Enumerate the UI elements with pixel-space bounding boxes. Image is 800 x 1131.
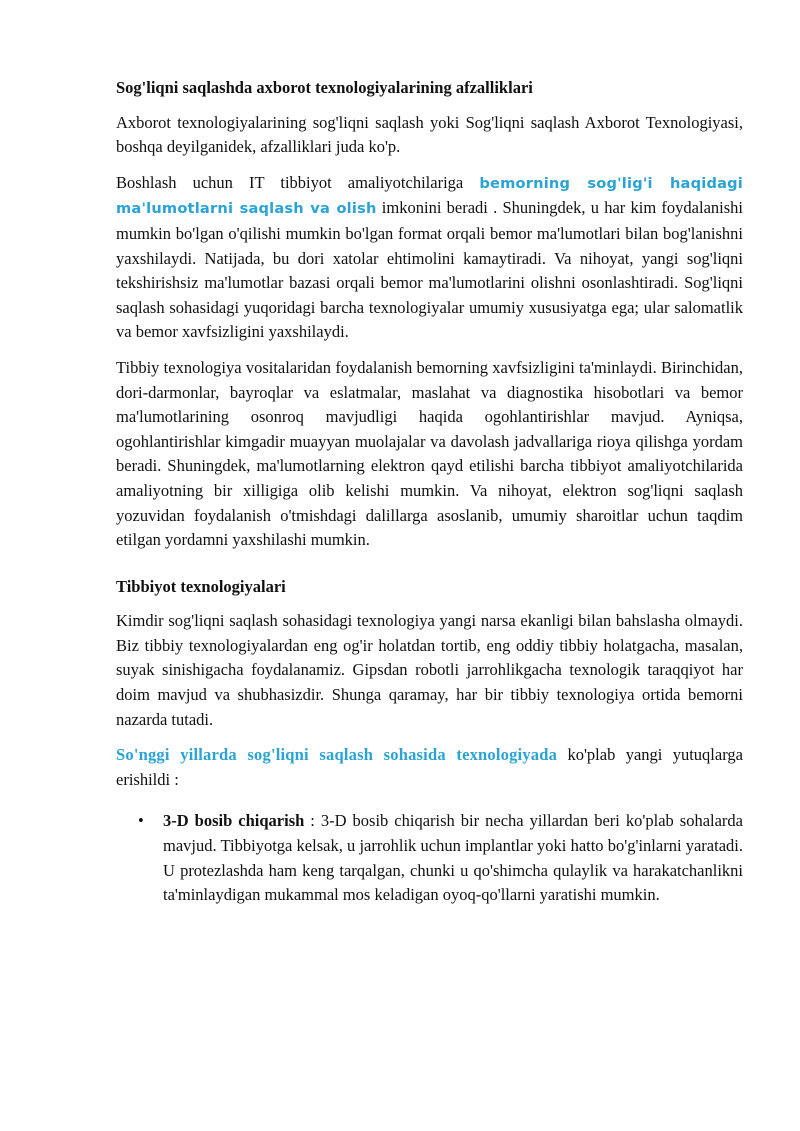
paragraph-patient-safety: Tibbiy texnologiya vositalaridan foydalanish bemorning xavfsizligini ta'minlaydi. Birinchidan, dori-darmonlar, bayroqlar va eslatmalar, maslahat va diagnostika hisobotlari va bemor ma'lumotlarining osonroq mavjudligi haqida ogohlantirishlar mavjud. Ayniqsa, ogohlantirishlar kimgadir muayyan muolajalar va davolash jadvallariga rioya qilishga yordam beradi. Shuningdek, ma'lumotlarning elektron qayd etilishi barcha tibbiyot amaliyotchilarida amaliyotning bir xilligiga olib kelishi mumkin. Va nihoyat, elektron sog'liqni saqlash yozuvidan foydalanish o'tmishdagi dalillarga asoslanib, umumiy sharoitlar uchun taqdim etilgan yordamni yaxshilashi mumkin. bbox=[116, 357, 743, 550]
intro-paragraph: Axborot texnologiyalarining sog'liqni saqlash yoki Sog'liqni saqlash Axborot Texnologiyasi, boshqa deyilganidek, afzalliklari juda ko'p. bbox=[116, 112, 743, 157]
document-page bbox=[116, 72, 743, 908]
paragraph-text: ko'plab yangi yutuqlarga erishildi : bbox=[116, 745, 743, 789]
list-item-term: 3-D bosib chiqarish bbox=[163, 811, 305, 831]
paragraph-text: Boshlash uchun IT tibbiyot amaliyotchilariga bbox=[116, 172, 480, 192]
paragraph-medical-tech: Kimdir sog'liqni saqlash sohasidagi texnologiya yangi narsa ekanligi bilan bahslasha olmaydi. Biz tibbiy texnologiyalardan eng og'ir holatdan tortib, eng oddiy tibbiy holatgacha, masalan, suyak sinishigacha foydalanamiz. Gipsdan robotli jarrohlikgacha texnologik taraqqiyot har doim mavjud va shubhasizdir. Shunga qaramay, har bir tibbiy texnologiya ortida bemorni nazarda tutadi. bbox=[116, 611, 743, 729]
list-item bbox=[138, 809, 743, 907]
section-heading-medical-tech: Tibbiyot texnologiyalari bbox=[116, 576, 286, 596]
link-recent-advances[interactable]: So'nggi yillarda sog'liqni saqlash sohasida texnologiyada bbox=[116, 745, 558, 765]
section-heading-advantages: Sog'liqni saqlashda axborot texnologiyalarining afzalliklari bbox=[116, 78, 533, 97]
link-patient-data[interactable]: bemorning sog'lig'i haqidagi ma'lumotlarni saqlash va olish bbox=[116, 174, 743, 218]
paragraph-recent-advances bbox=[116, 743, 743, 792]
bullet-icon: • bbox=[138, 811, 144, 831]
paragraph-it-benefits bbox=[116, 171, 743, 345]
advances-list bbox=[116, 809, 743, 907]
paragraph-text: imkonini beradi . Shuningdek, u har kim foydalanishi mumkin bo'lgan o'qilishi mumkin bo'lgan format orqali bemor ma'lumotlari bilan bog'lanishni yaxshilaydi. Natijada, bu dori xatolar ehtimolini kamaytiradi. Va nihoyat, yangi sog'liqni tekshirishsiz ma'lumotlar bazasi orqali bemor ma'lumotlarini olishni osonlashtiradi. Sog'liqni saqlash sohasidagi yuqoridagi barcha texnologiyalar umumiy xususiyatga ega; ular salomatlik va bemor xavfsizligini yaxshilaydi. bbox=[116, 198, 744, 342]
list-item-text: : 3-D bosib chiqarish bir necha yillardan beri ko'plab sohalarda mavjud. Tibbiyotga kelsak, u jarrohlik uchun implantlar yoki hatto bo'g'inlarni yaratadi. U protezlashda ham keng tarqalgan, chunki u qo'shimcha qulaylik va harakatchanlikni ta'minlaydigan mukammal mos keladigan oyoq-qo'llarni yaratishi mumkin. bbox=[163, 811, 743, 905]
